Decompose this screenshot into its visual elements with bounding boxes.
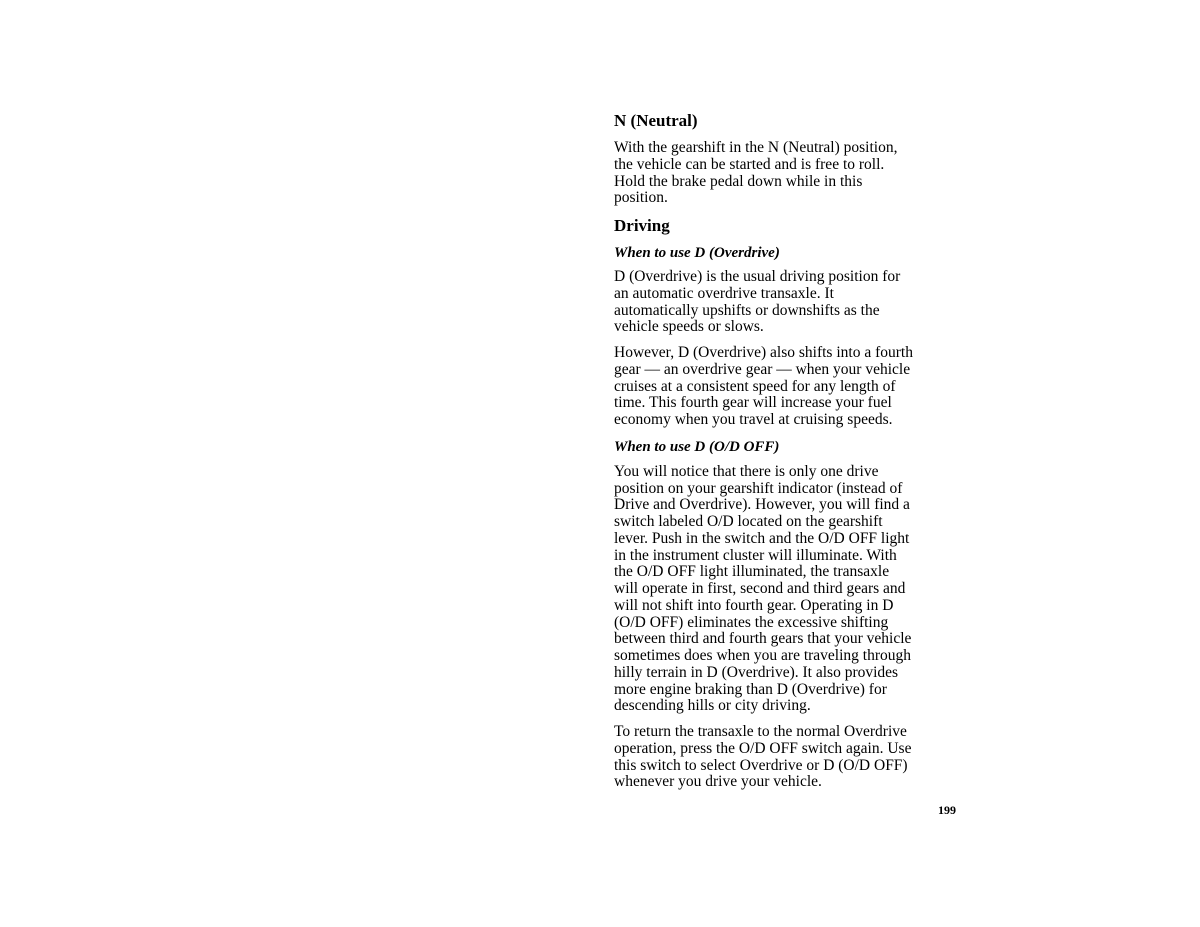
text-line: vehicle speeds or slows. (614, 318, 764, 336)
paragraph-overdrive-fourth-gear (614, 345, 964, 429)
text-line: economy when you travel at cruising speeds. (614, 411, 893, 428)
text-line: With the gearshift in the N (Neutral) position, (614, 139, 898, 156)
page-number: 199 (938, 803, 956, 817)
text-line: time. This fourth gear will increase your fuel (614, 394, 892, 412)
text-line: Hold the brake pedal down while in this (614, 172, 863, 190)
heading-driving: Driving (614, 216, 670, 235)
text-line: lever. Push in the switch and the O/D OFF light (614, 529, 910, 547)
paragraph-neutral (614, 140, 964, 207)
text-line: However, D (Overdrive) also shifts into a fourth (614, 344, 913, 361)
text-line: (O/D OFF) eliminates the excessive shifting (614, 613, 889, 631)
paragraph-return-overdrive (614, 724, 964, 791)
subheading-od-off: When to use D (O/D OFF) (614, 438, 780, 455)
paragraph-overdrive-usual (614, 269, 964, 336)
text-line: position. (614, 189, 668, 207)
text-line: the O/D OFF light illuminated, the transaxle (614, 563, 890, 581)
manual-page-column (614, 110, 964, 791)
text-line: cruises at a consistent speed for any length of (614, 377, 896, 395)
text-line: switch labeled O/D located on the gearshift (614, 513, 883, 530)
text-line: the vehicle can be started and is free to roll. (614, 155, 885, 173)
heading-neutral: N (Neutral) (614, 111, 698, 130)
text-line: between third and fourth gears that your vehicle (614, 630, 912, 648)
text-line: position on your gearshift indicator (instead of (614, 479, 903, 497)
text-line: gear — an overdrive gear — when your vehicle (614, 360, 911, 378)
text-line: operation, press the O/D OFF switch again. Use (614, 739, 912, 757)
text-line: will operate in first, second and third gears and (614, 580, 906, 597)
subheading-overdrive: When to use D (Overdrive) (614, 245, 780, 261)
text-line: an automatic overdrive transaxle. It (614, 284, 834, 302)
text-line: To return the transaxle to the normal Overdrive (614, 723, 907, 740)
text-line: whenever you drive your vehicle. (614, 773, 822, 791)
text-line: more engine braking than D (Overdrive) for (614, 680, 887, 698)
text-line: automatically upshifts or downshifts as the (614, 301, 880, 319)
text-line: sometimes does when you are traveling through (614, 647, 912, 664)
text-line: will not shift into fourth gear. Operating in D (614, 596, 894, 614)
text-line: descending hills or city driving. (614, 697, 811, 715)
text-line: Drive and Overdrive). However, you will find a (614, 496, 910, 514)
text-line: hilly terrain in D (Overdrive). It also provides (614, 663, 899, 681)
text-line: this switch to select Overdrive or D (O/D OFF) (614, 756, 908, 774)
paragraph-od-off-switch (614, 464, 964, 715)
text-line: You will notice that there is only one drive (614, 462, 879, 480)
text-line: in the instrument cluster will illuminate. With (614, 546, 897, 564)
text-line: D (Overdrive) is the usual driving position for (614, 268, 901, 285)
